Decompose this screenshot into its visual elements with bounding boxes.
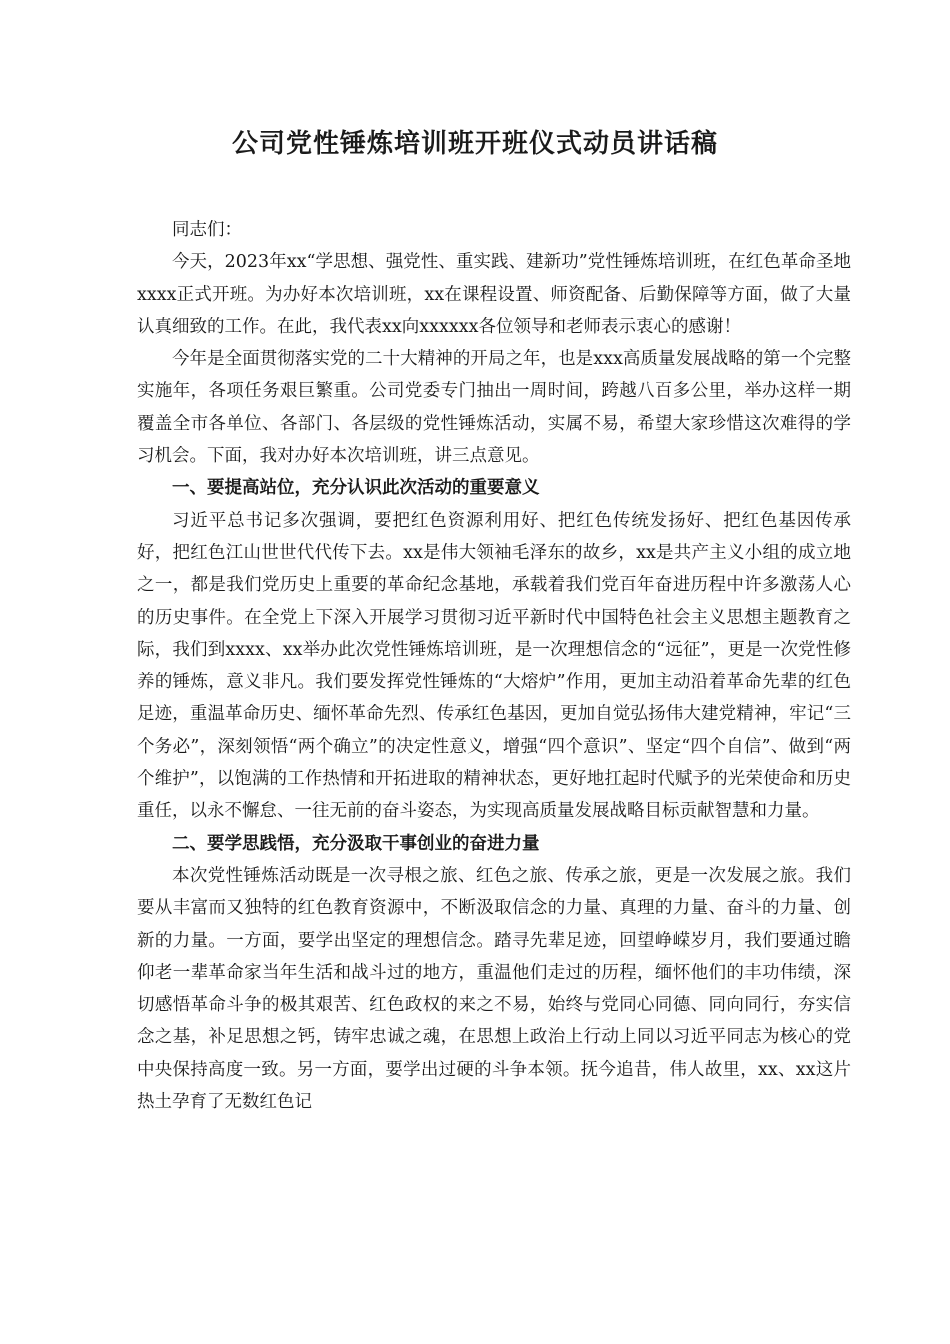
- section-2-heading: 二、要学思践悟，充分汲取干事创业的奋进力量: [172, 833, 540, 854]
- document-title: 公司党性锤炼培训班开班仪式动员讲话稿: [231, 129, 718, 159]
- section-1-paragraph: 习近平总书记多次强调，要把红色资源利用好、把红色传统发扬好、把红色基因传承好，把红色江山世世代代传下去。xx是伟大领袖毛泽东的故乡，xx是共产主义小组的成立地之一，都是我们党历史上重要的革命纪念基地，承载着我们党百年奋进历程中许多激荡人心的历史事件。在全党上下深入开展学习贯彻习近平新时代中国特色社会主义思想主题教育之际，我们到xxxx、xx举办此次党性锤炼培训班，是一次理想信念的“远征”，更是一次党性修养的锤炼，意义非凡。我们要发挥党性锤炼的“大熔炉”作用，更加主动沿着革命先辈的红色足迹，重温革命历史、缅怀革命先烈、传承红色基因，更加自觉弘扬伟大建党精神，牢记“三个务必”，深刻领悟“两个确立”的决定性意义，增强“四个意识”、坚定“四个自信”、做到“两个维护”，以饱满的工作热情和开拓进取的精神状态，更好地扛起时代赋予的光荣使命和历史重任，以永不懈怠、一往无前的奋斗姿态，为实现高质量发展战略目标贡献智慧和力量。: [137, 510, 851, 822]
- document-body: [137, 214, 851, 1118]
- section-1-heading: 一、要提高站位，充分认识此次活动的重要意义: [172, 478, 540, 499]
- section-2-paragraph: 本次党性锤炼活动既是一次寻根之旅、红色之旅、传承之旅，更是一次发展之旅。我们要从丰富而又独特的红色教育资源中，不断汲取信念的力量、真理的力量、奋斗的力量、创新的力量。一方面，要学出坚定的理想信念。踏寻先辈足迹，回望峥嵘岁月，我们要通过瞻仰老一辈革命家当年生活和战斗过的地方，重温他们走过的历程，缅怀他们的丰功伟绩，深切感悟革命斗争的极其艰苦、红色政权的来之不易，始终与党同心同德、同向同行，夯实信念之基，补足思想之钙，铸牢忠诚之魂，在思想上政治上行动上同以习近平同志为核心的党中央保持高度一致。另一方面，要学出过硬的斗争本领。抚今追昔，伟人故里，xx、xx这片热土孕育了无数红色记: [137, 865, 851, 1113]
- intro-paragraph-2: 今年是全面贯彻落实党的二十大精神的开局之年，也是xxx高质量发展战略的第一个完整实施年，各项任务艰巨繁重。公司党委专门抽出一周时间，跨越八百多公里，举办这样一期覆盖全市各单位、各部门、各层级的党性锤炼活动，实属不易，希望大家珍惜这次难得的学习机会。下面，我对办好本次培训班，讲三点意见。: [137, 349, 851, 467]
- intro-paragraph-1: 今天，2023年xx“学思想、强党性、重实践、建新功”党性锤炼培训班，在红色革命圣地xxxx正式开班。为办好本次培训班，xx在课程设置、师资配备、后勤保障等方面，做了大量认真细致的工作。在此，我代表xx向xxxxxx各位领导和老师表示衷心的感谢！: [137, 252, 851, 337]
- salutation: 同志们：: [172, 220, 242, 240]
